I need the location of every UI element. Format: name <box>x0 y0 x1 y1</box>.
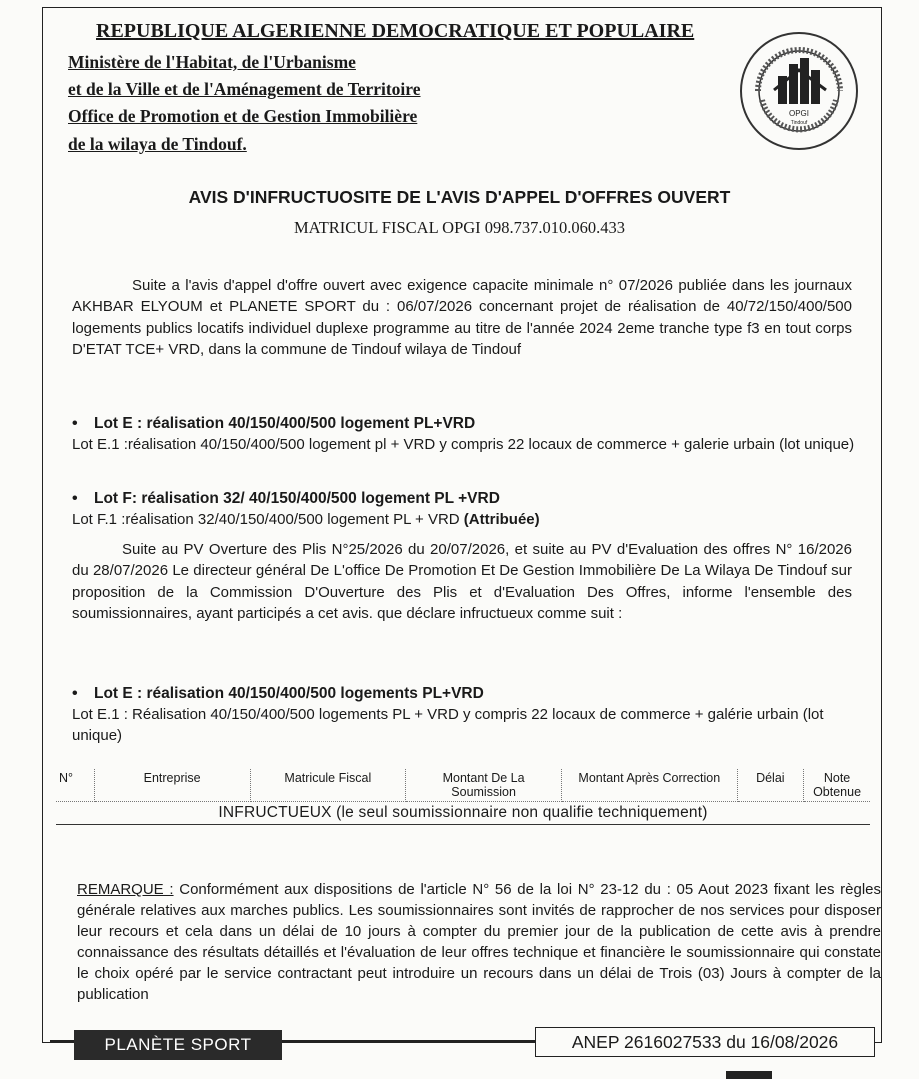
wilaya-line: de la wilaya de Tindouf. <box>68 134 247 154</box>
remark-text: Conformément aux dispositions de l'article N° 56 de la loi N° 23-12 du : 05 Aout 2023 fixant les règles générale relatives aux marches publics. Les soumissionnaires sont invités de rapprocher de nos services pour disposer leur recours et cela dans un délai de 10 jours à compter du premier jour de la publication de cette avis à prendre connaissance des résultats détaillés et l'évaluation de leur offres technique et financière le soumissionnaire qui constate le choix opéré par le service contractant peut introduire un recours dans un délai de Trois (03) Jours à compter de la publication <box>77 881 882 1003</box>
logo-subtext: Tindouf <box>790 120 808 126</box>
table-result-text: INFRUCTUEUX (le seul soumissionnaire non qualifie techniquement) <box>56 802 870 825</box>
lot-f1-line <box>72 509 857 530</box>
intro-text: Suite a l'avis d'appel d'offre ouvert avec exigence capacite minimale n° 07/2026 publiée dans les journaux AKHBAR ELYOUM et PLANETE SPORT du : 06/07/2026 concernant projet de réalisation de 40/72/150/400/500 logements publics locatifs individuel duplexe programme au titre de l'année 2024 2eme tranche type f3 en tout corps D'ETAT TCE+ VRD, dans la commune de Tindouf wilaya de Tindouf <box>72 277 852 358</box>
lot-e1-line <box>72 434 857 455</box>
lot-e1-result-label: Lot E.1 <box>72 706 120 723</box>
lot-f-heading: • Lot F: réalisation 32/ 40/150/400/500 logement PL +VRD <box>72 488 857 509</box>
ink-blot <box>726 1071 772 1079</box>
lot-e1-text: :réalisation 40/150/400/500 logement pl + VRD y compris 22 locaux de commerce + galerie urbain (lot unique) <box>119 436 855 453</box>
lot-f1-status: (Attribuée) <box>463 511 540 528</box>
logo-text: OPGI <box>788 109 810 118</box>
results-table <box>56 769 870 825</box>
lot-e1-result-text: : Réalisation 40/150/400/500 logements PL + VRD y compris 22 locaux de commerce + galérie urbain (lot unique) <box>72 706 824 744</box>
republic-title: REPUBLIQUE ALGERIENNE DEMOCRATIQUE ET POPULAIRE <box>96 20 695 42</box>
header-number: N° <box>56 769 94 802</box>
lot-e-result-heading: • Lot E : réalisation 40/150/400/500 logements PL+VRD <box>72 683 857 704</box>
opgi-logo-seal <box>738 30 860 152</box>
publication-badge: PLANÈTE SPORT <box>74 1030 282 1060</box>
header-delay: Délai <box>737 769 804 802</box>
decision-paragraph <box>72 539 852 624</box>
office-line: Office de Promotion et de Gestion Immobilière <box>68 106 418 126</box>
header-corrected-amount: Montant Après Correction <box>562 769 738 802</box>
lot-e-result-block <box>72 683 857 746</box>
notice-title: AVIS D'INFRUCTUOSITE DE L'AVIS D'APPEL D'OFFRES OUVERT <box>188 187 731 207</box>
decision-text: Suite au PV Overture des Plis N°25/2026 du 20/07/2026, et suite au PV d'Evaluation des offres N° 16/2026 du 28/07/2026 Le directeur général De L'office De Promotion Et De Gestion Immobilière De La Wilaya De Tindouf sur proposition de la Commission D'Ouverture des Plis et d'Evaluation Des Offres, informe l'ensemble des soumissionnaires, ayant participés a cet avis. que déclare infructueux comme suit : <box>72 541 852 622</box>
fiscal-number: MATRICUL FISCAL OPGI 098.737.010.060.433 <box>293 218 626 237</box>
header-score: Note Obtenue <box>804 769 870 802</box>
anep-reference: ANEP 2616027533 du 16/08/2026 <box>535 1027 875 1057</box>
lot-e1-label: Lot E.1 <box>72 436 120 453</box>
remark-paragraph <box>77 879 881 1005</box>
lot-f1-text: :réalisation 32/40/150/400/500 logement PL + VRD <box>117 511 464 528</box>
intro-paragraph <box>72 275 852 360</box>
lot-e1-result-line <box>72 704 857 746</box>
ministry-line-2: et de la Ville et de l'Aménagement de Territoire <box>68 79 421 99</box>
header-bid-amount: Montant De La Soumission <box>406 769 562 802</box>
lot-e-block <box>72 413 857 455</box>
lot-f-block <box>72 488 857 530</box>
header-fiscal: Matricule Fiscal <box>250 769 406 802</box>
header-company: Entreprise <box>94 769 250 802</box>
remark-label: REMARQUE : <box>77 881 174 898</box>
lot-e-heading: • Lot E : réalisation 40/150/400/500 logement PL+VRD <box>72 413 857 434</box>
lot-f1-label: Lot F.1 <box>72 511 118 528</box>
table-header-row <box>56 769 870 802</box>
table-result-row <box>56 802 870 825</box>
ministry-line-1: Ministère de l'Habitat, de l'Urbanisme <box>68 52 356 72</box>
